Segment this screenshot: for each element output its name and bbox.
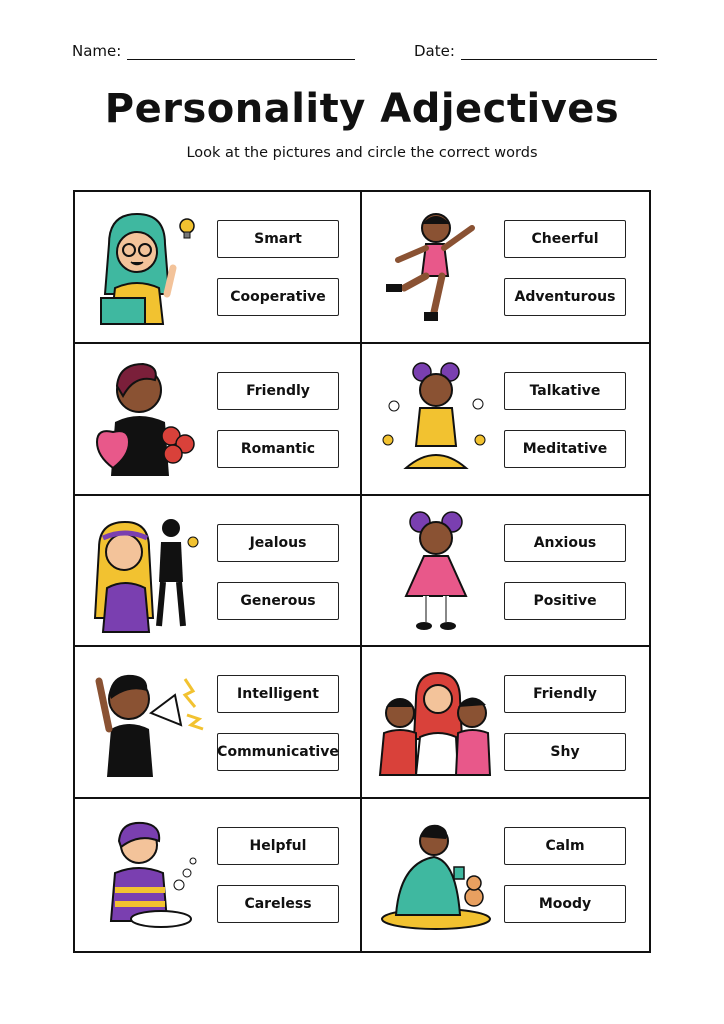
- date-field: [414, 42, 657, 60]
- word-option[interactable]: Jealous: [217, 524, 339, 562]
- boy-relaxing-illustration: [376, 811, 494, 937]
- girl-meditating-illustration: [376, 356, 494, 482]
- cell-10: [362, 799, 649, 951]
- word-option[interactable]: Talkative: [504, 372, 626, 410]
- word-option[interactable]: Anxious: [504, 524, 626, 562]
- word-option[interactable]: Calm: [504, 827, 626, 865]
- word-option[interactable]: Moody: [504, 885, 626, 923]
- word-option[interactable]: Adventurous: [504, 278, 626, 316]
- word-option[interactable]: Generous: [217, 582, 339, 620]
- word-option[interactable]: Cooperative: [217, 278, 339, 316]
- instructions: Look at the pictures and circle the correct words: [186, 145, 538, 161]
- worksheet-grid: [73, 190, 651, 953]
- cell-9: [75, 799, 362, 951]
- girl-reading-illustration: [89, 204, 207, 330]
- page-title: Personality Adjectives: [104, 86, 620, 132]
- word-option[interactable]: Friendly: [217, 372, 339, 410]
- word-option[interactable]: Careless: [217, 885, 339, 923]
- boy-washing-illustration: [89, 811, 207, 937]
- jealous-girl-illustration: [89, 508, 207, 634]
- word-option[interactable]: Smart: [217, 220, 339, 258]
- word-option[interactable]: Intelligent: [217, 675, 339, 713]
- name-field: [72, 42, 355, 60]
- megaphone-man-illustration: [89, 659, 207, 785]
- date-input-line[interactable]: [461, 45, 657, 60]
- cell-3: [75, 344, 362, 496]
- name-input-line[interactable]: [127, 45, 355, 60]
- word-option[interactable]: Friendly: [504, 675, 626, 713]
- cell-7: [75, 647, 362, 799]
- cell-2: [362, 192, 649, 344]
- word-option[interactable]: Shy: [504, 733, 626, 771]
- word-option[interactable]: Communicative: [217, 733, 339, 771]
- cell-6: [362, 496, 649, 648]
- cell-8: [362, 647, 649, 799]
- name-label: Name:: [72, 42, 122, 60]
- anxious-girl-illustration: [376, 508, 494, 634]
- word-option[interactable]: Meditative: [504, 430, 626, 468]
- boy-with-gifts-illustration: [89, 356, 207, 482]
- date-label: Date:: [414, 42, 455, 60]
- girl-jumping-illustration: [376, 204, 494, 330]
- cell-1: [75, 192, 362, 344]
- cell-4: [362, 344, 649, 496]
- word-option[interactable]: Helpful: [217, 827, 339, 865]
- word-option[interactable]: Cheerful: [504, 220, 626, 258]
- word-option[interactable]: Positive: [504, 582, 626, 620]
- word-option[interactable]: Romantic: [217, 430, 339, 468]
- cell-5: [75, 496, 362, 648]
- friends-group-illustration: [376, 659, 494, 785]
